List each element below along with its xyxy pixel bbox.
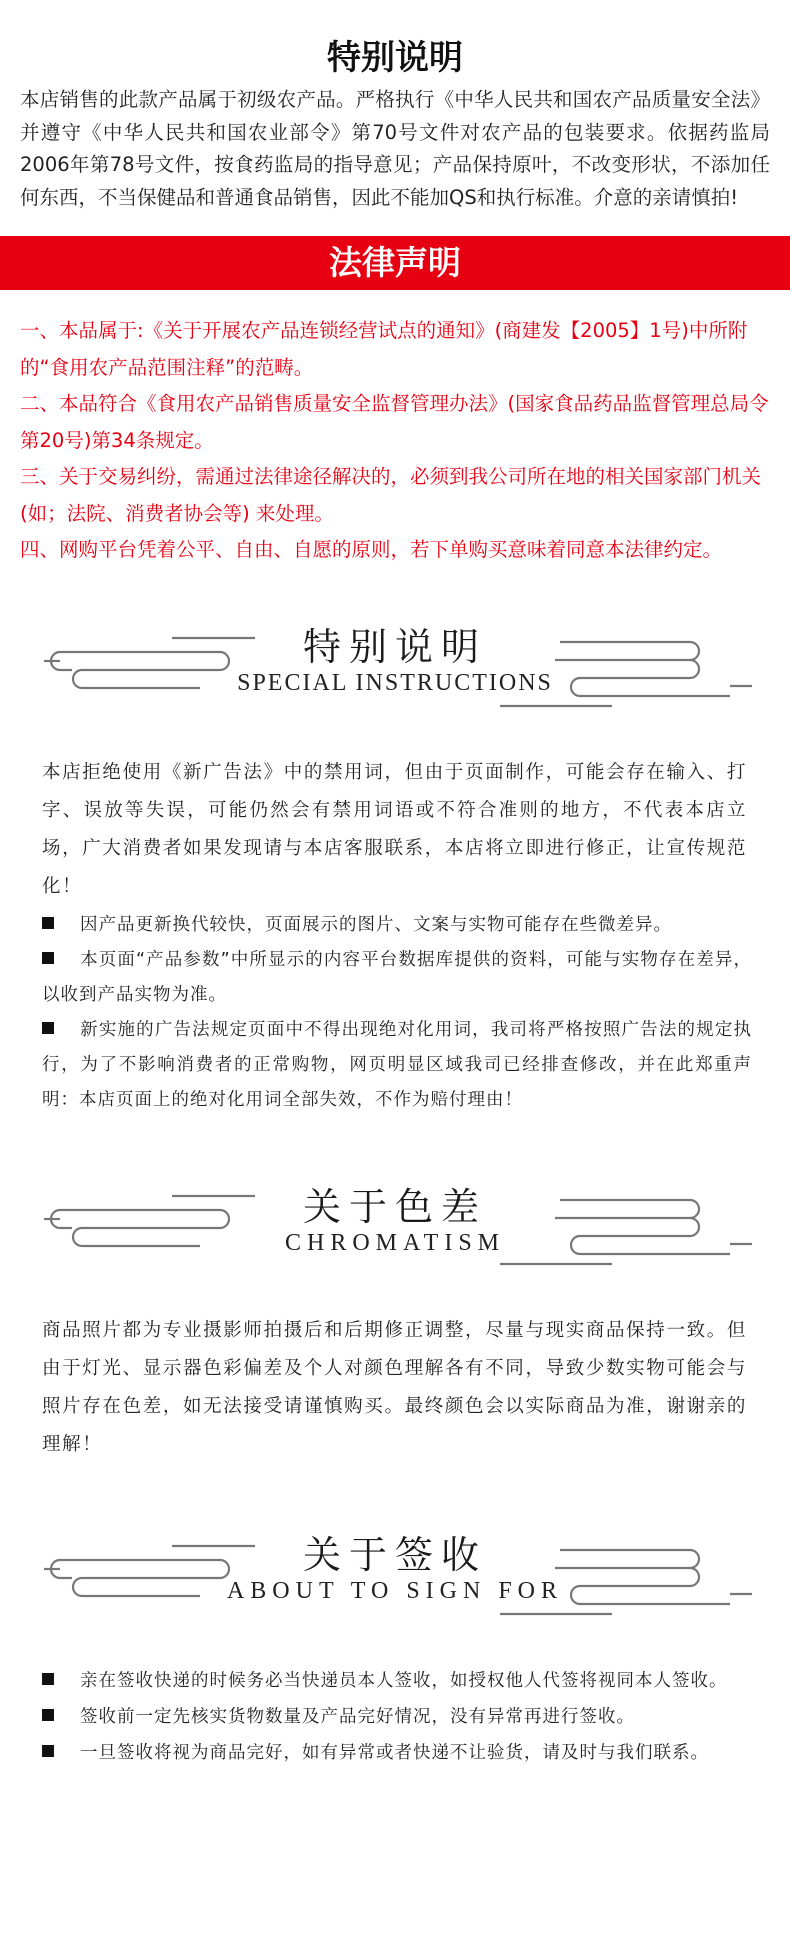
chromatism-section-subtitle: CHROMATISM bbox=[284, 1230, 506, 1256]
list-item: 一旦签收将视为商品完好，如有异常或者快递不让验货，请及时与我们联系。 bbox=[42, 1735, 752, 1771]
square-bullet-icon bbox=[42, 1709, 54, 1721]
special-section-title: 特别说明 bbox=[302, 625, 487, 669]
legal-item: 一、本品属于:《关于开展农产品连锁经营试点的通知》(商建发【2005】1号)中所附的“食用农产品范围注释”的范畴。 bbox=[20, 319, 748, 379]
special-bullet-list bbox=[42, 908, 752, 1118]
chromatism-section-title: 关于色差 bbox=[302, 1185, 487, 1229]
chromatism-paragraph: 商品照片都为专业摄影师拍摄后和后期修正调整，尽量与现实商品保持一致。但由于灯光、显示器色彩偏差及个人对颜色理解各有不同，导致少数实物可能会与照片存在色差，如无法接受请谨慎购买。最终颜色会以实际商品为准，谢谢亲的理解！ bbox=[42, 1320, 747, 1455]
list-item: 新实施的广告法规定页面中不得出现绝对化用词，我司将严格按照广告法的规定执行，为了不影响消费者的正常购物，网页明显区域我司已经排查修改，并在此郑重声明：本店页面上的绝对化用词全部失效，不作为赔付理由！ bbox=[42, 1020, 752, 1110]
list-item: 本页面“产品参数”中所显示的内容平台数据库提供的资料，可能与实物存在差异，以收到产品实物为准。 bbox=[42, 950, 752, 1005]
list-item: 签收前一定先核实货物数量及产品完好情况，没有异常再进行签收。 bbox=[42, 1699, 752, 1735]
page-title: 特别说明 bbox=[327, 38, 463, 78]
special-section-subtitle: SPECIAL INSTRUCTIONS bbox=[237, 670, 553, 696]
legal-list bbox=[20, 313, 775, 569]
legal-title-bar: 法律声明 bbox=[0, 236, 790, 290]
sign-section-title: 关于签收 bbox=[302, 1533, 487, 1577]
legal-item: 三、关于交易纠纷，需通过法律途径解决的，必须到我公司所在地的相关国家部门机关 (如；法院、消费者协会等) 来处理。 bbox=[20, 465, 762, 525]
list-item: 亲在签收快递的时候务必当快递员本人签收，如授权他人代签将视同本人签收。 bbox=[42, 1663, 752, 1699]
square-bullet-icon bbox=[42, 1745, 54, 1757]
special-paragraph: 本店拒绝使用《新广告法》中的禁用词，但由于页面制作，可能会存在输入、打字、误放等失误，可能仍然会有禁用词语或不符合准则的地方，不代表本店立场，广大消费者如果发现请与本店客服联系，本店将立即进行修正，让宣传规范化！ bbox=[42, 762, 747, 897]
legal-item: 二、本品符合《食用农产品销售质量安全监督管理办法》(国家食品药品监督管理总局令第20号)第34条规定。 bbox=[20, 392, 769, 452]
square-bullet-icon bbox=[42, 952, 54, 964]
list-item: 因产品更新换代较快，页面展示的图片、文案与实物可能存在些微差异。 bbox=[42, 908, 752, 943]
square-bullet-icon bbox=[42, 917, 54, 929]
square-bullet-icon bbox=[42, 1022, 54, 1034]
sign-bullet-list bbox=[42, 1663, 752, 1771]
legal-item: 四、网购平台凭着公平、自由、自愿的原则，若下单购买意味着同意本法律约定。 bbox=[20, 538, 723, 561]
square-bullet-icon bbox=[42, 1673, 54, 1685]
intro-paragraph: 本店销售的此款产品属于初级农产品。严格执行《中华人民共和国农产品质量安全法》并遵守《中华人民共和国农业部令》第70号文件对农产品的包装要求。依据药监局2006年第78号文件，按食药监局的指导意见；产品保持原叶，不改变形状，不添加任何东西，不当保健品和普通食品销售，因此不能加QS和执行标准。介意的亲请慎拍! bbox=[20, 88, 770, 209]
sign-section-subtitle: ABOUT TO SIGN FOR bbox=[226, 1578, 564, 1604]
